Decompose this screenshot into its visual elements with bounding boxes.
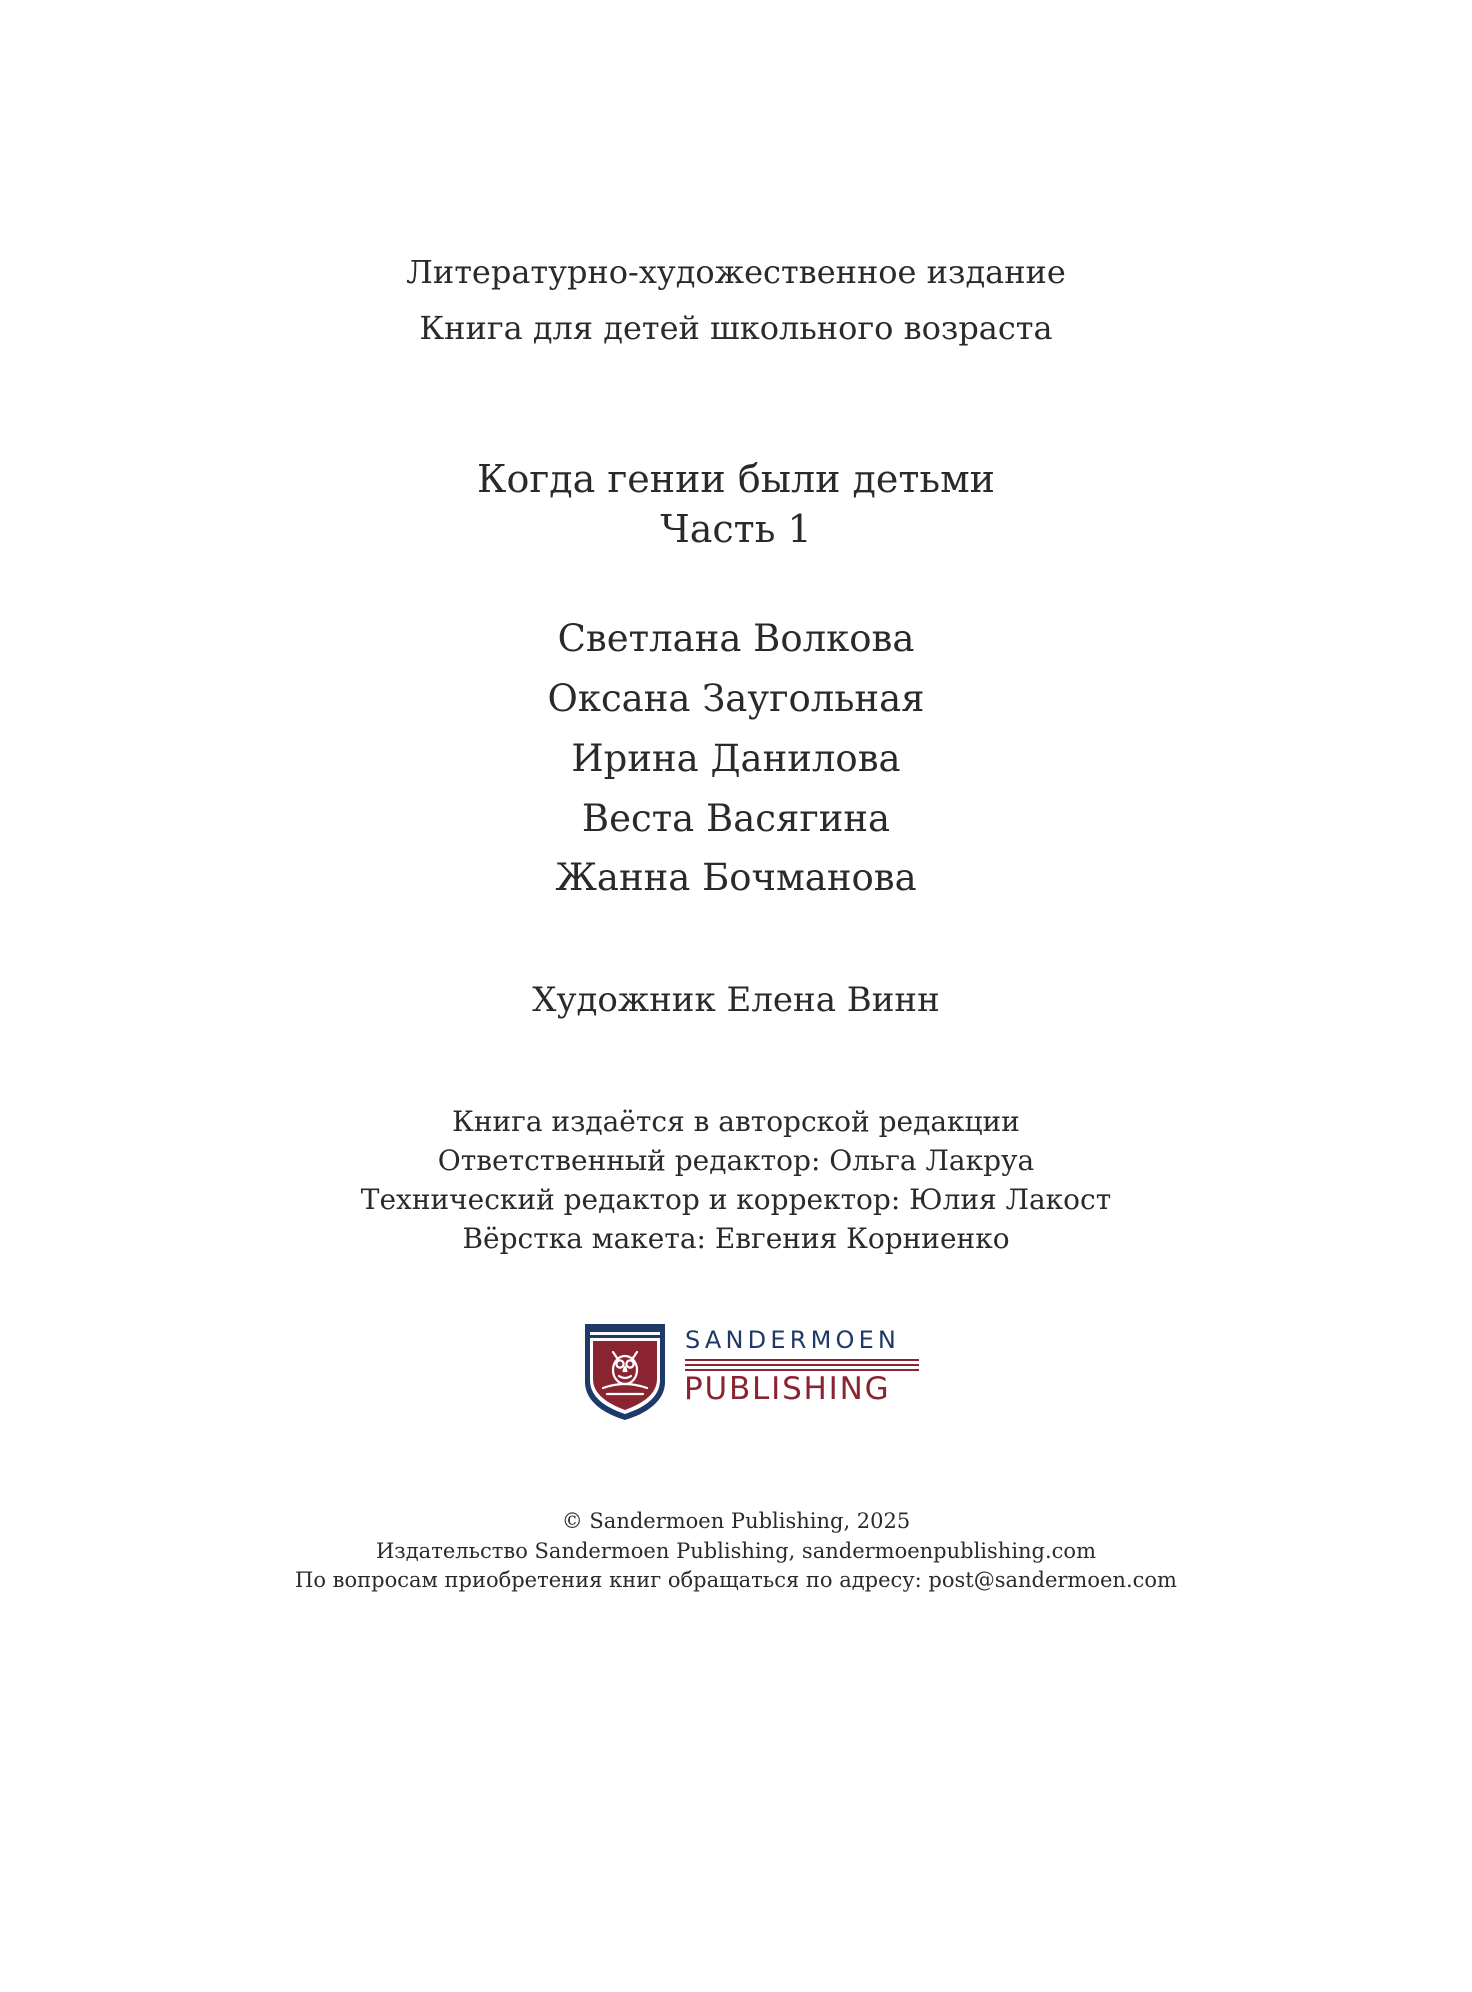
author-name: Оксана Заугольная: [547, 677, 925, 720]
credit-line: Ответственный редактор: Ольга Лакруа: [437, 1144, 1035, 1177]
edition-audience: Книга для детей школьного возраста: [419, 309, 1053, 347]
logo-wordmark-bottom: PUBLISHING: [684, 1371, 891, 1407]
copyright-line: © Sandermoen Publishing, 2025: [561, 1509, 911, 1533]
owl-shield-icon: [583, 1322, 667, 1422]
book-part: Часть 1: [660, 507, 812, 551]
book-title: Когда гении были детьми: [477, 457, 995, 501]
author-name: Ирина Данилова: [571, 737, 901, 780]
contact-line: По вопросам приобретения книг обращаться по адресу: post@sandermoen.com: [295, 1568, 1177, 1592]
logo-wordmark-top: SANDERMOEN: [685, 1326, 901, 1354]
credit-line: Вёрстка макета: Евгения Корниенко: [462, 1222, 1010, 1255]
publisher-line: Издательство Sandermoen Publishing, sandermoenpublishing.com: [375, 1539, 1096, 1563]
credit-line: Технический редактор и корректор: Юлия Лакост: [360, 1183, 1112, 1216]
author-name: Веста Васягина: [581, 797, 891, 840]
illustrator-credit: Художник Елена Винн: [532, 980, 940, 1020]
logo-rule: [685, 1359, 919, 1361]
edition-type: Литературно-художественное издание: [406, 253, 1066, 291]
author-name: Светлана Волкова: [557, 617, 915, 660]
publisher-logo: [583, 1322, 923, 1422]
author-name: Жанна Бочманова: [555, 856, 917, 899]
logo-rule: [685, 1364, 919, 1366]
credit-line: Книга издаётся в авторской редакции: [452, 1105, 1020, 1138]
